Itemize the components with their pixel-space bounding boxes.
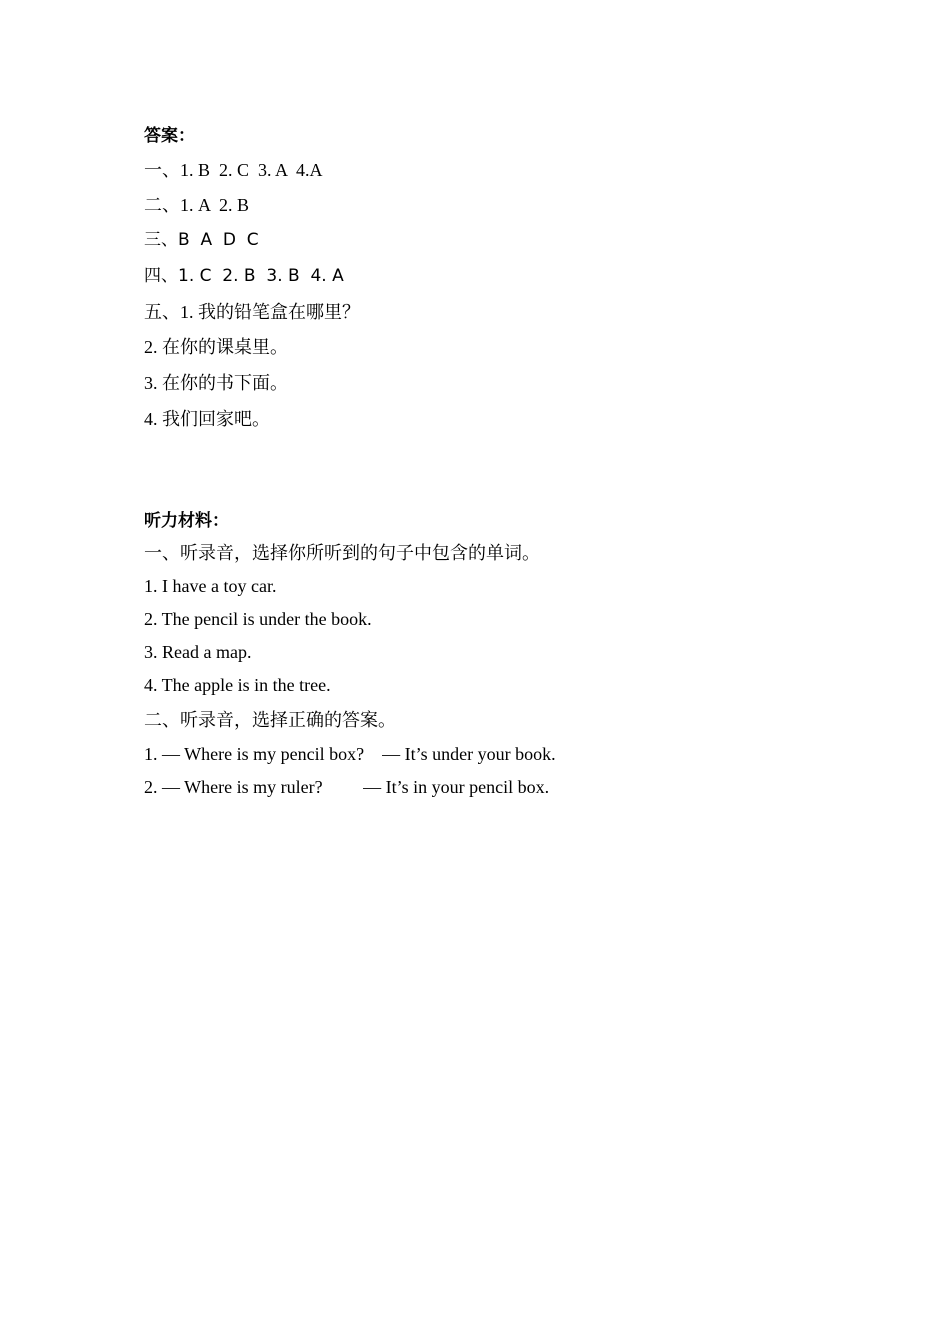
answer-line-6: 2. 在你的课桌里。 [144, 337, 288, 357]
listening-section2-line-1: 1. — Where is my pencil box? — It’s under your book. [144, 744, 556, 764]
listening-section1-line-2: 2. The pencil is under the book. [144, 609, 372, 629]
listening-section1-heading: 一、听录音，选择你所听到的句子中包含的单词。 [144, 543, 540, 563]
answer-line-3: 三、B A D C [144, 230, 259, 250]
listening-title: 听力材料： [144, 511, 229, 531]
answer-line-1: 一、1. B 2. C 3. A 4.A [144, 160, 323, 180]
answer-line-2: 二、1. A 2. B [144, 195, 250, 215]
listening-section1-line-3: 3. Read a map. [144, 642, 252, 662]
listening-section1-line-1: 1. I have a toy car. [144, 576, 277, 596]
answers-title: 答案： [144, 126, 195, 146]
listening-section1-line-4: 4. The apple is in the tree. [144, 675, 331, 695]
answer-line-8: 4. 我们回家吧。 [144, 409, 270, 429]
listening-section2-line-2: 2. — Where is my ruler? — It’s in your pencil box. [144, 777, 550, 797]
listening-section2-heading: 二、听录音，选择正确的答案。 [144, 710, 396, 730]
answer-line-7: 3. 在你的书下面。 [144, 373, 288, 393]
answer-line-5: 五、1. 我的铅笔盒在哪里？ [144, 302, 360, 322]
answer-line-4: 四、1. C 2. B 3. B 4. A [144, 266, 344, 286]
